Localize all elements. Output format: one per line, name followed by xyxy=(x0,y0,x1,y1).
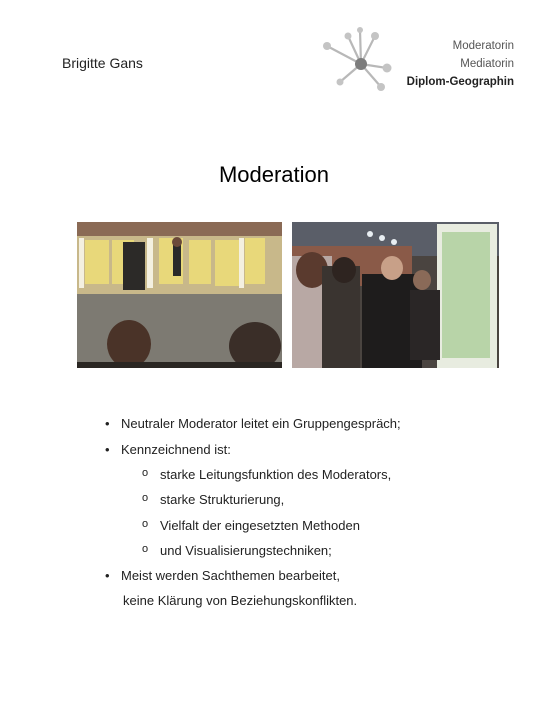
bullet-item: • Kennzeichnend ist: xyxy=(107,442,231,457)
sub-bullet-item: o und Visualisierungstechniken; xyxy=(142,543,332,558)
workshop-photo-right xyxy=(292,222,499,368)
role-diplom-geographin: Diplom-Geographin xyxy=(406,76,514,88)
role-mediatorin: Mediatorin xyxy=(460,58,514,70)
page-title: Moderation xyxy=(218,162,330,187)
role-list xyxy=(407,37,514,91)
author-name: Brigitte Gans xyxy=(62,55,143,71)
bullet-item: • Neutraler Moderator leitet ein Gruppengespräch; xyxy=(107,416,401,431)
sub-bullet-item: o Vielfalt der eingesetzten Methoden xyxy=(142,518,360,533)
sub-bullet-item: o starke Leitungsfunktion des Moderators, xyxy=(142,467,391,482)
network-node-icon xyxy=(318,26,398,96)
role-moderatorin: Moderatorin xyxy=(452,40,514,52)
bullet-item: • Meist werden Sachthemen bearbeitet, xyxy=(107,568,340,583)
sub-bullet-item: o starke Strukturierung, xyxy=(142,492,284,507)
workshop-photo-left xyxy=(77,222,282,368)
bullet-continuation: keine Klärung von Beziehungskonflikten. xyxy=(123,593,358,608)
